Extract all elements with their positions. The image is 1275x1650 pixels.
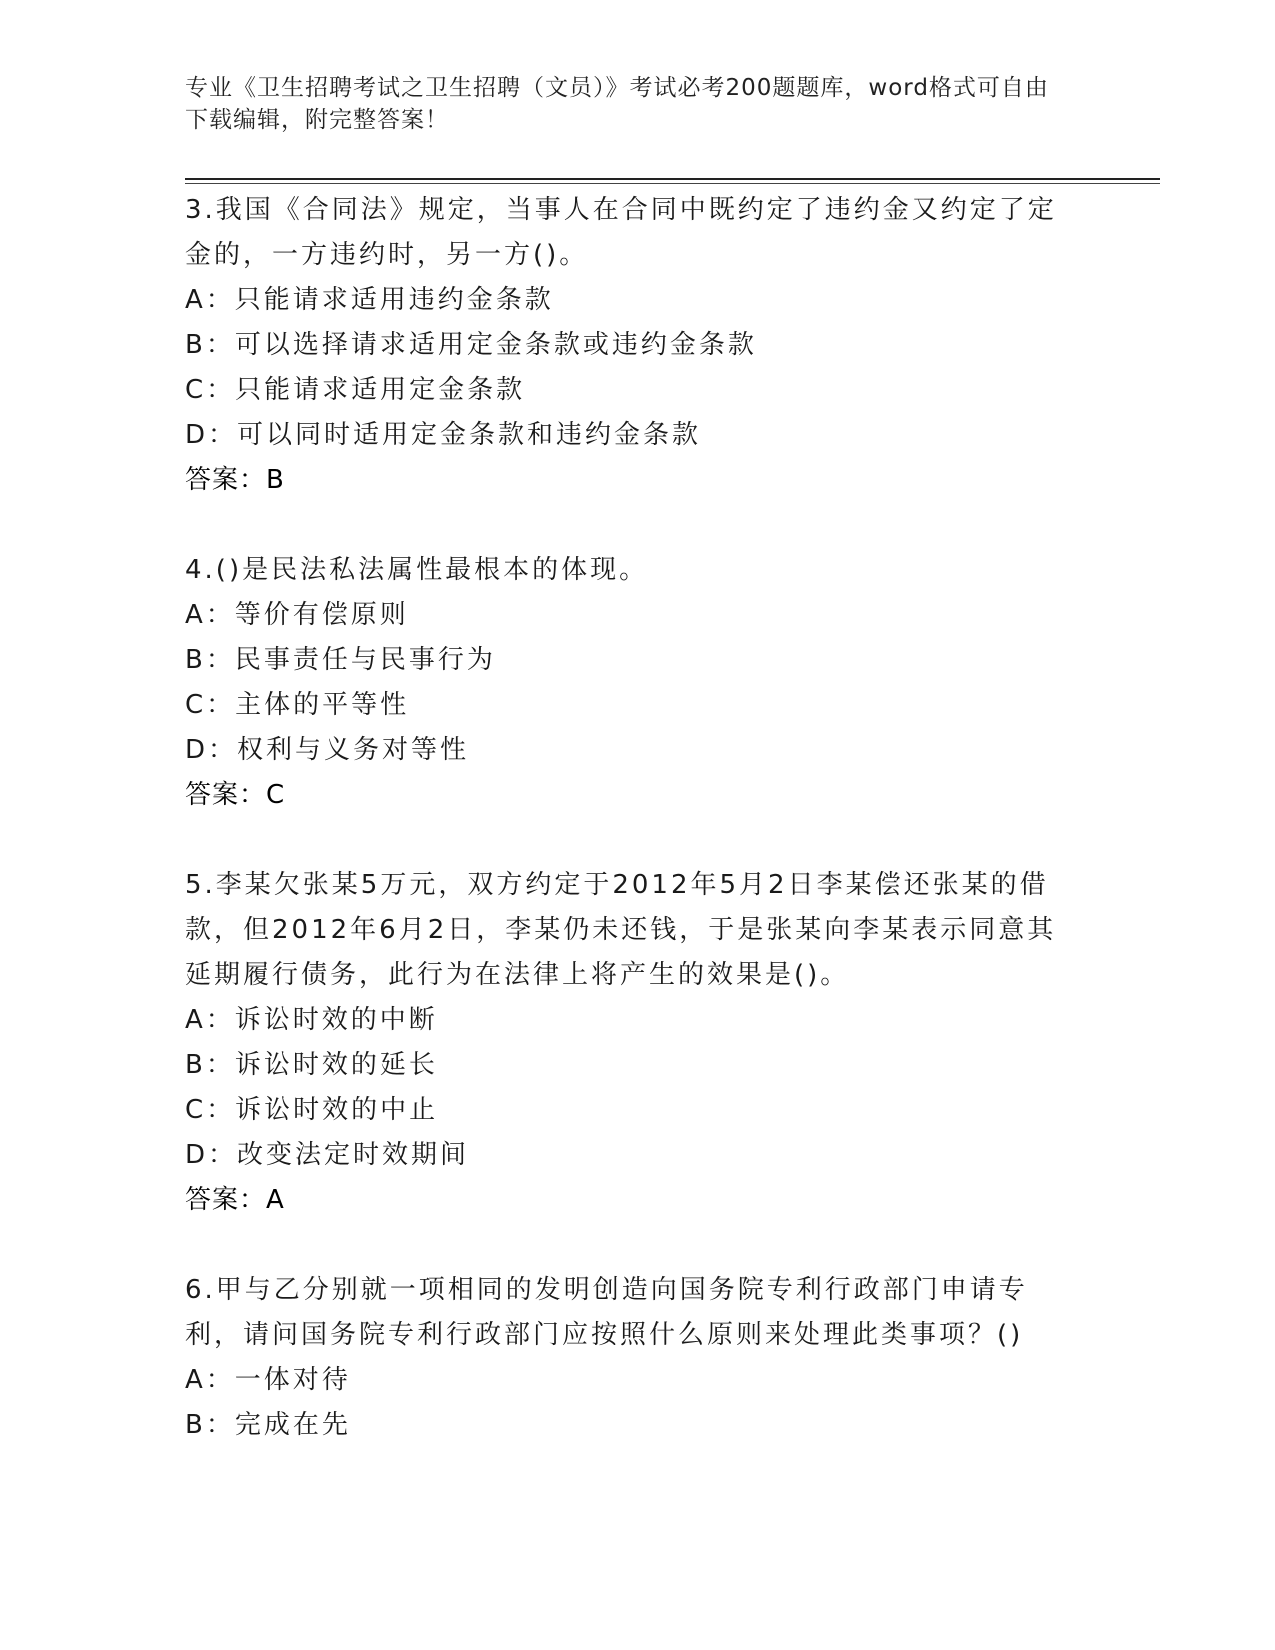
question-4 bbox=[185, 548, 1085, 818]
question-spacer bbox=[185, 503, 1085, 548]
option-c: C：只能请求适用定金条款 bbox=[185, 375, 526, 405]
option-d: D：可以同时适用定金条款和违约金条款 bbox=[185, 420, 702, 450]
header-divider-thin bbox=[185, 183, 1160, 184]
question-6 bbox=[185, 1268, 1085, 1448]
option-a: A：诉讼时效的中断 bbox=[185, 1005, 438, 1035]
answer-line: 答案：C bbox=[185, 780, 286, 810]
option-d: D：改变法定时效期间 bbox=[185, 1140, 470, 1170]
answer-line: 答案：A bbox=[185, 1185, 285, 1215]
option-c: C：诉讼时效的中止 bbox=[185, 1095, 439, 1125]
question-list bbox=[185, 188, 1085, 1448]
question-stem: 5.李某欠张某5万元，双方约定于2012年5月2日李某偿还张某的借款，但2012年6月2日，李某仍未还钱，于是张某向李某表示同意其延期履行债务，此行为在法律上将产生的效果是()。 bbox=[185, 870, 1057, 990]
option-d: D：权利与义务对等性 bbox=[185, 735, 470, 765]
question-stem: 3.我国《合同法》规定，当事人在合同中既约定了违约金又约定了定金的，一方违约时，另一方()。 bbox=[185, 195, 1057, 270]
option-b: B：可以选择请求适用定金条款或违约金条款 bbox=[185, 330, 757, 360]
question-3 bbox=[185, 188, 1085, 503]
question-spacer bbox=[185, 818, 1085, 863]
answer-line: 答案：B bbox=[185, 465, 285, 495]
header-divider-thick bbox=[185, 178, 1160, 180]
question-5 bbox=[185, 863, 1085, 1223]
option-a: A：等价有偿原则 bbox=[185, 600, 409, 630]
option-a: A：一体对待 bbox=[185, 1365, 351, 1395]
question-spacer bbox=[185, 1223, 1085, 1268]
option-b: B：民事责任与民事行为 bbox=[185, 645, 496, 675]
question-stem: 4.()是民法私法属性最根本的体现。 bbox=[185, 555, 649, 585]
question-stem: 6.甲与乙分别就一项相同的发明创造向国务院专利行政部门申请专利，请问国务院专利行政部门应按照什么原则来处理此类事项？() bbox=[185, 1275, 1028, 1350]
option-a: A：只能请求适用违约金条款 bbox=[185, 285, 554, 315]
option-b: B：诉讼时效的延长 bbox=[185, 1050, 438, 1080]
option-b: B：完成在先 bbox=[185, 1410, 351, 1440]
option-c: C：主体的平等性 bbox=[185, 690, 410, 720]
header-note: 专业《卫生招聘考试之卫生招聘（文员）》考试必考200题题库，word格式可自由下载编辑，附完整答案！ bbox=[185, 75, 1049, 133]
